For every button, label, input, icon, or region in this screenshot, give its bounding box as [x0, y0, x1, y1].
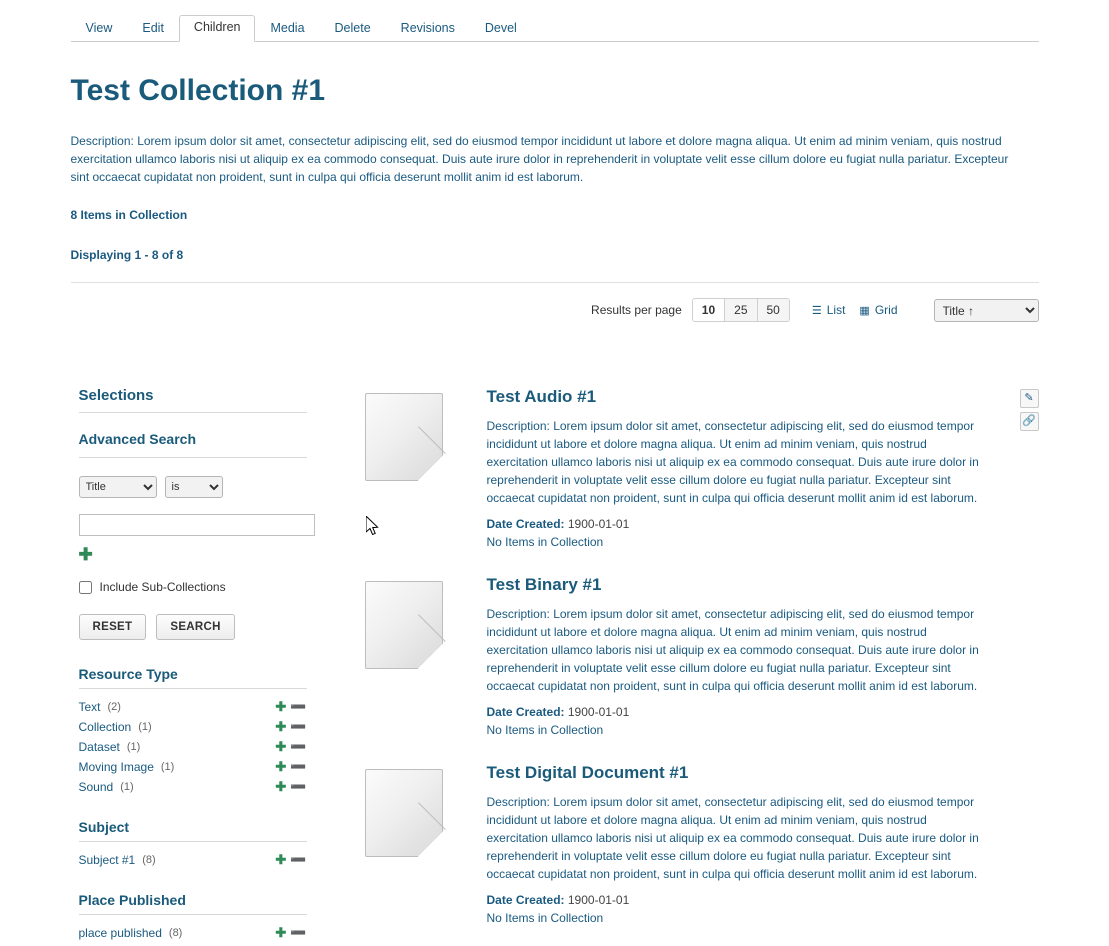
facet-controls	[275, 739, 306, 755]
tab-devel[interactable]: Devel	[484, 21, 517, 35]
include-subcollections-row[interactable]	[79, 580, 325, 594]
advanced-search-heading: Advanced Search	[78, 431, 196, 447]
view-grid-button[interactable]	[859, 303, 897, 317]
facet-title: Resource Type	[78, 666, 178, 682]
list-icon: ☰	[811, 304, 822, 317]
view-toggle	[812, 303, 898, 317]
page-container	[71, 0, 1039, 946]
facet-include-icon[interactable]: ✚	[275, 759, 287, 774]
tab-delete[interactable]: Delete	[334, 21, 371, 35]
result-date-value: 1900-01-01	[567, 893, 630, 907]
facet-label[interactable]: Moving Image	[78, 760, 154, 774]
facet-count: (1)	[120, 781, 134, 793]
result-body	[487, 575, 1039, 737]
view-list-button[interactable]	[812, 303, 846, 317]
result-body	[487, 387, 1039, 549]
search-query-input[interactable]	[79, 514, 315, 536]
per-page-10-button[interactable]: 10	[693, 299, 725, 321]
file-icon	[365, 769, 445, 857]
facet-row[interactable]	[79, 777, 307, 797]
facet-row[interactable]	[79, 737, 307, 757]
reset-button[interactable]: RESET	[79, 614, 147, 640]
facet-controls	[275, 719, 306, 735]
facet-exclude-icon[interactable]: ➖	[290, 925, 307, 940]
include-subcollections-label: Include Sub-Collections	[99, 580, 226, 594]
facet-exclude-icon[interactable]: ➖	[290, 739, 307, 754]
page-title: Test Collection #1	[70, 74, 326, 107]
result-description: Description: Lorem ipsum dolor sit amet, consectetur adipiscing elit, sed do eiusmod tempor incididunt ut labore et dolore magna aliqua. Ut enim ad minim veniam, quis nostrud exercitation ullamco laboris nisi ut aliquip ex ea commodo consequat. Duis aute irure dolor in reprehenderit in voluptate velit esse cillum dolore eu fugiat nulla pariatur. Excepteur sint occaecat cupidatat non proident, sunt in culpa qui officia deserunt mollit anim id est laborum.	[486, 607, 979, 693]
facet-row[interactable]	[79, 717, 307, 737]
include-subcollections-checkbox[interactable]	[79, 581, 92, 594]
result-item	[365, 575, 1039, 737]
result-title[interactable]: Test Audio #1	[486, 387, 597, 406]
facet-title: Subject	[78, 819, 130, 835]
result-actions	[1020, 389, 1039, 431]
selections-divider	[79, 412, 307, 413]
per-page-50-button[interactable]: 50	[758, 299, 789, 321]
result-date-value: 1900-01-01	[567, 517, 630, 531]
facet-label[interactable]: Sound	[78, 780, 114, 794]
add-search-row-icon[interactable]: ✚	[78, 545, 93, 564]
result-item	[365, 387, 1039, 549]
advanced-search-divider	[79, 457, 307, 458]
facet-label[interactable]: Dataset	[78, 740, 120, 754]
tab-view[interactable]: View	[85, 21, 113, 35]
facet-label[interactable]: Subject #1	[78, 853, 136, 867]
result-date-label: Date Created:	[486, 893, 565, 907]
result-description: Description: Lorem ipsum dolor sit amet, consectetur adipiscing elit, sed do eiusmod tempor incididunt ut labore et dolore magna aliqua. Ut enim ad minim veniam, quis nostrud exercitation ullamco laboris nisi ut aliquip ex ea commodo consequat. Duis aute irure dolor in reprehenderit in voluptate velit esse cillum dolore eu fugiat nulla pariatur. Excepteur sint occaecat cupidatat non proident, sunt in culpa qui officia deserunt mollit anim id est laborum.	[486, 419, 979, 505]
view-grid-label: Grid	[874, 303, 898, 317]
facet-exclude-icon[interactable]: ➖	[290, 719, 307, 734]
facet-count: (2)	[107, 701, 121, 713]
file-icon	[365, 581, 445, 669]
search-button[interactable]: SEARCH	[156, 614, 234, 640]
facet-include-icon[interactable]: ✚	[275, 719, 287, 734]
result-no-items: No Items in Collection	[486, 535, 604, 549]
search-buttons	[79, 614, 325, 640]
link-icon[interactable]: 🔗	[1020, 412, 1039, 431]
collection-description: Description: Lorem ipsum dolor sit amet, consectetur adipiscing elit, sed do eiusmod tempor incididunt ut labore et dolore magna aliqua. Ut enim ad minim veniam, quis nostrud exercitation ullamco laboris nisi ut aliquip ex ea commodo consequat. Duis aute irure dolor in reprehenderit in voluptate velit esse cillum dolore eu fugiat nulla pariatur. Excepteur sint occaecat cupidatat non proident, sunt in culpa qui officia deserunt mollit anim id est laborum.	[70, 134, 1009, 184]
result-date-value: 1900-01-01	[567, 705, 630, 719]
facet-exclude-icon[interactable]: ➖	[290, 759, 307, 774]
result-description: Description: Lorem ipsum dolor sit amet, consectetur adipiscing elit, sed do eiusmod tempor incididunt ut labore et dolore magna aliqua. Ut enim ad minim veniam, quis nostrud exercitation ullamco laboris nisi ut aliquip ex ea commodo consequat. Duis aute irure dolor in reprehenderit in voluptate velit esse cillum dolore eu fugiat nulla pariatur. Excepteur sint occaecat cupidatat non proident, sunt in culpa qui officia deserunt mollit anim id est laborum.	[486, 795, 979, 881]
search-operator-select[interactable]	[165, 476, 223, 498]
facet-include-icon[interactable]: ✚	[275, 699, 287, 714]
result-date-row	[487, 893, 989, 907]
facet-count: (1)	[160, 761, 175, 773]
result-body	[487, 763, 1039, 925]
result-title[interactable]: Test Binary #1	[486, 575, 602, 594]
results-per-page-label: Results per page	[591, 303, 682, 317]
facet-place-published	[79, 892, 325, 943]
facet-count: (1)	[138, 721, 152, 733]
result-thumbnail[interactable]	[365, 387, 461, 549]
result-date-row	[487, 517, 989, 531]
facet-controls	[275, 759, 306, 775]
advanced-search-row	[79, 476, 325, 498]
view-list-label: List	[826, 303, 846, 317]
facet-controls	[275, 699, 306, 715]
file-icon	[365, 393, 445, 481]
result-no-items: No Items in Collection	[486, 911, 604, 925]
facet-label[interactable]: Collection	[78, 720, 132, 734]
sidebar	[71, 387, 325, 946]
content-area	[71, 341, 1039, 946]
facet-row[interactable]	[79, 757, 307, 777]
facet-controls	[275, 852, 306, 868]
results-list	[325, 387, 1039, 946]
items-in-collection-count: 8 Items in Collection	[70, 208, 188, 222]
results-toolbar	[71, 283, 1039, 341]
facet-subject	[79, 819, 325, 870]
facet-count: (1)	[126, 741, 141, 753]
facet-divider	[79, 841, 307, 842]
node-tabs	[71, 14, 1039, 42]
facet-divider	[79, 688, 307, 689]
grid-icon: ▦	[859, 304, 870, 317]
facet-label[interactable]: place published	[78, 926, 162, 940]
result-no-items: No Items in Collection	[486, 723, 604, 737]
facet-label[interactable]: Text	[78, 700, 101, 714]
result-date-row	[487, 705, 989, 719]
facet-exclude-icon[interactable]: ➖	[290, 779, 307, 794]
tab-edit[interactable]: Edit	[142, 21, 164, 35]
edit-pencil-icon[interactable]: ✎	[1020, 389, 1039, 408]
search-field-select[interactable]	[79, 476, 157, 498]
per-page-25-button[interactable]: 25	[725, 299, 757, 321]
sort-select[interactable]	[934, 299, 1039, 322]
facet-include-icon[interactable]: ✚	[275, 852, 287, 867]
result-item	[365, 763, 1039, 925]
tab-revisions[interactable]: Revisions	[400, 21, 455, 35]
selections-heading: Selections	[78, 387, 154, 404]
result-thumbnail[interactable]	[365, 575, 461, 737]
result-date-label: Date Created:	[486, 705, 565, 719]
facet-title: Place Published	[78, 892, 186, 908]
facet-include-icon[interactable]: ✚	[275, 739, 287, 754]
facet-row[interactable]	[79, 697, 307, 717]
result-thumbnail[interactable]	[365, 763, 461, 925]
facet-divider	[79, 914, 307, 915]
tab-children[interactable]: Children	[179, 15, 256, 42]
results-per-page-group	[692, 298, 790, 322]
displaying-range: Displaying 1 - 8 of 8	[70, 248, 184, 262]
facet-count: (8)	[142, 854, 156, 866]
result-date-label: Date Created:	[486, 517, 565, 531]
facet-include-icon[interactable]: ✚	[275, 925, 287, 940]
facet-controls	[275, 925, 306, 941]
tab-media[interactable]: Media	[270, 21, 305, 35]
facet-row[interactable]	[79, 850, 307, 870]
facet-resource-type	[79, 666, 325, 797]
facet-controls	[275, 779, 306, 795]
facet-row[interactable]	[79, 923, 307, 943]
facet-exclude-icon[interactable]: ➖	[290, 699, 307, 714]
result-title[interactable]: Test Digital Document #1	[486, 763, 689, 782]
facet-count: (8)	[168, 927, 183, 939]
facet-include-icon[interactable]: ✚	[275, 779, 287, 794]
facet-exclude-icon[interactable]: ➖	[290, 852, 307, 867]
